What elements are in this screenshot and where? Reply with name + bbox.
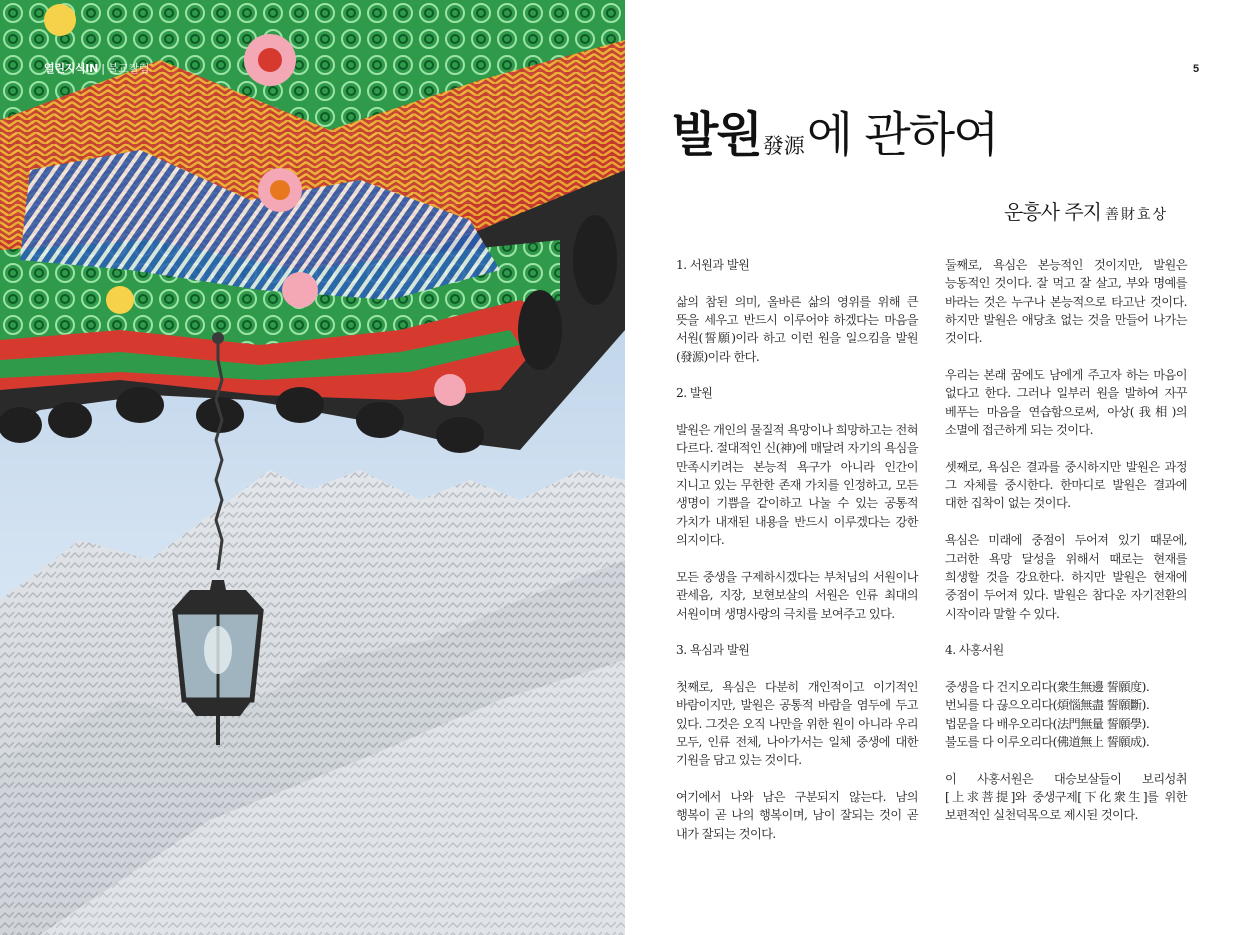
vow-line: 중생을 다 건지오리다(衆生無邊 誓願度). [945,679,1150,694]
paragraph: 발원은 개인의 물질적 욕망이나 희망하고는 전혀 다르다. 절대적인 신(神)에 매달려 자기의 욕심을 만족시키려는 본능적 욕구가 아니라 인간이 지니고 있는 무한한 존재 가치를 인정하고, 모든 생명이 기쁨을 같이하고 나눌 수 있는 공통적 가치가 내재된 내용을 반드시 이루겠다는 강한 의지이다. [676,423,919,548]
section-heading: 4. 사홍서원 [945,643,1004,658]
paragraph: 모든 중생을 구제하시겠다는 부처님의 서원이나 관세음, 지장, 보현보살의 서원은 인류 최대의 서원이며 생명사랑의 극치를 보여주고 있다. [676,569,918,621]
title-hanja: 發源 [762,134,805,158]
paragraph: 첫째로, 욕심은 다분히 개인적이고 이기적인 바람이지만, 발원은 공통적 바람을 염두에 두고 있다. 그것은 오직 나만을 위한 원이 아니라 우리 모두, 인류 전체, 나아가서는 일체 중생에 대한 기원을 담고 있는 것이다. [676,679,918,768]
page-number: 5 [1193,63,1200,75]
vow-line: 법문을 다 배우오리다(法門無量 誓願學). [945,716,1150,731]
series-label [44,60,149,76]
series-label-bold: 열린지식IN [44,62,99,75]
paragraph: 여기에서 나와 남은 구분되지 않는다. 남의 행복이 곧 나의 행복이며, 남이 잘되는 것이 곧 내가 잘되는 것이다. [676,789,918,841]
vow-line: 불도를 다 이루오리다(佛道無上 誓願成). [945,734,1150,749]
article-title [672,96,997,165]
author-byline [1004,196,1168,225]
section-heading: 1. 서원과 발원 [676,258,750,272]
title-main: 발원 [672,107,761,163]
author-name: 운흥사 주지 [1004,200,1101,224]
series-label-separator: | [98,62,108,75]
section-heading: 2. 발원 [676,386,713,401]
vow-list [945,678,1187,751]
paragraph: 삶의 참된 의미, 올바른 삶의 영위를 위해 큰 뜻을 세우고 반드시 이루어야 하겠다는 마음을 서원(誓願)이라 하고 이런 원을 일으킴을 발원(發源)이라 한다. [676,294,918,364]
paragraph: 이 사홍서원은 대승보살들이 보리성취[上求菩提]와 중생구제[下化衆生]를 위한 보편적인 실천덕목으로 제시된 것이다. [945,771,1187,823]
section-heading: 3. 욕심과 발원 [676,643,750,658]
title-rest: 에 관하여 [806,107,998,163]
paragraph: 셋째로, 욕심은 결과를 중시하지만 발원은 과정 그 자체를 중시한다. 한마디로 발원은 결과에 대한 집착이 없는 것이다. [945,459,1187,511]
paragraph: 둘째로, 욕심은 본능적인 것이지만, 발원은 능동적인 것이다. 잘 먹고 잘 살고, 부와 명예를 바라는 것은 누구나 본능적으로 타고난 것이다. 하지만 발원은 애당초 없는 것을 만들어 나가는 것이다. [945,258,1187,346]
paragraph: 욕심은 미래에 중점이 두어져 있기 때문에, 그러한 욕망 달성을 위해서 때로는 현재를 희생할 것을 강요한다. 하지만 발원은 현재에 중점이 두어져 있다. 발원은 참다운 자기전환의 시작이라 말할 수 있다. [945,533,1187,621]
author-dharma-name: 善財효상 [1104,207,1169,223]
vow-line: 번뇌를 다 끊으오리다(煩惱無盡 誓願斷). [945,698,1150,713]
series-label-light: 불교칼럼 [107,62,150,75]
paragraph: 우리는 본래 꿈에도 남에게 주고자 하는 마음이 없다고 한다. 그러나 일부러 원을 발하여 자꾸 베푸는 마음을 연습함으로써, 아상(我相)의 소멸에 접근하게 되는 것이다. [945,368,1187,438]
text-column-left [676,256,918,861]
text-column-right [945,256,1187,843]
